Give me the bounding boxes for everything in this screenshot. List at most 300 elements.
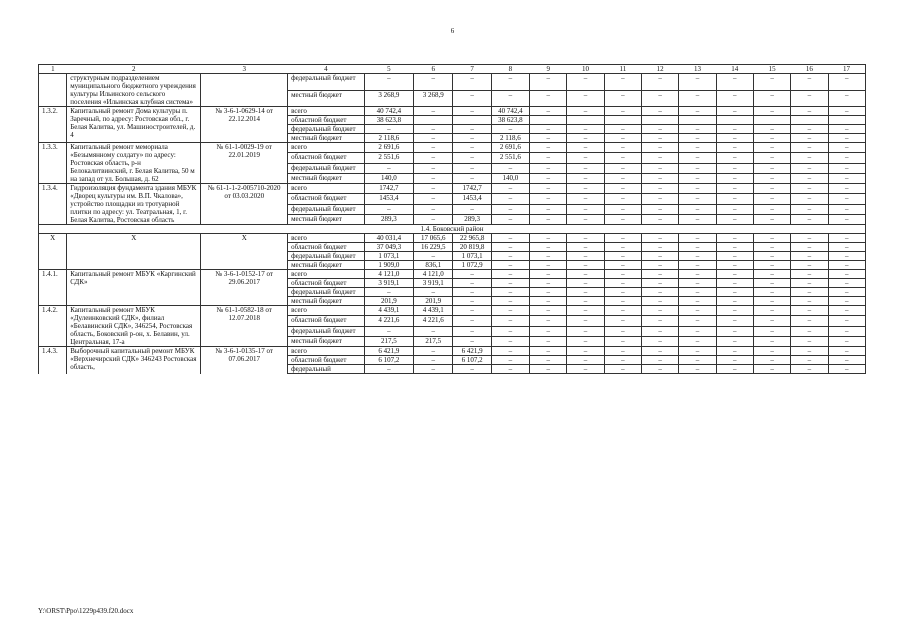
value-cell: – xyxy=(679,184,716,194)
value-cell: – xyxy=(716,279,753,288)
value-cell: – xyxy=(642,297,679,306)
header-cell: 10 xyxy=(567,65,604,74)
value-cell: – xyxy=(414,74,453,91)
budget-source-label: областной бюджет xyxy=(288,153,365,163)
value-cell: – xyxy=(530,194,567,204)
value-cell: 2 118,6 xyxy=(364,134,413,143)
value-cell: – xyxy=(716,214,753,224)
value-cell: – xyxy=(604,173,641,183)
value-cell: – xyxy=(364,288,413,297)
value-cell: – xyxy=(567,270,604,279)
value-cell: 1453,4 xyxy=(453,194,491,204)
value-cell: – xyxy=(530,297,567,306)
value-cell: – xyxy=(491,306,529,316)
value-cell: – xyxy=(753,365,790,374)
value-cell: 40 742,4 xyxy=(364,107,413,116)
table-row xyxy=(39,143,866,153)
value-cell: – xyxy=(642,288,679,297)
value-cell: – xyxy=(530,306,567,316)
value-cell: – xyxy=(679,326,716,336)
value-cell: – xyxy=(791,163,828,173)
item-number: 1.3.4. xyxy=(39,184,67,225)
value-cell: 289,3 xyxy=(364,214,413,224)
value-cell: – xyxy=(414,153,453,163)
value-cell: – xyxy=(679,336,716,346)
budget-source-label: местный бюджет xyxy=(288,173,365,183)
value-cell: – xyxy=(791,316,828,326)
value-cell: – xyxy=(567,194,604,204)
budget-source-label: областной бюджет xyxy=(288,316,365,326)
value-cell: – xyxy=(491,194,529,204)
item-name: Выборочный капитальный ремонт МБУК «Верхнечирский СДК» 346243 Ростовская область, xyxy=(67,347,201,374)
value-cell: 17 065,6 xyxy=(414,234,453,243)
item-number: 1.3.2. xyxy=(39,107,67,143)
value-cell: – xyxy=(604,326,641,336)
value-cell: – xyxy=(642,90,679,107)
value-cell: – xyxy=(642,214,679,224)
item-document: Х xyxy=(201,234,288,270)
value-cell: – xyxy=(530,163,567,173)
value-cell: 20 819,8 xyxy=(453,243,491,252)
value-cell: – xyxy=(716,365,753,374)
value-cell: – xyxy=(530,184,567,194)
value-cell: – xyxy=(414,194,453,204)
value-cell: – xyxy=(414,214,453,224)
value-cell: 3 268,9 xyxy=(364,90,413,107)
header-cell: 16 xyxy=(791,65,828,74)
value-cell: – xyxy=(604,153,641,163)
value-cell: – xyxy=(679,279,716,288)
value-cell: – xyxy=(679,74,716,91)
value-cell: – xyxy=(716,107,753,116)
value-cell: – xyxy=(491,234,529,243)
value-cell: – xyxy=(828,336,865,346)
value-cell: – xyxy=(716,252,753,261)
value-cell: – xyxy=(716,143,753,153)
value-cell: – xyxy=(753,184,790,194)
value-cell: – xyxy=(791,279,828,288)
value-cell: – xyxy=(453,173,491,183)
item-name: Х xyxy=(67,234,201,270)
value-cell: – xyxy=(530,173,567,183)
value-cell: – xyxy=(791,143,828,153)
value-cell: – xyxy=(491,356,529,365)
value-cell: – xyxy=(567,184,604,194)
value-cell: – xyxy=(753,74,790,91)
value-cell: – xyxy=(414,204,453,214)
value-cell: – xyxy=(753,204,790,214)
value-cell: – xyxy=(530,234,567,243)
value-cell: – xyxy=(642,163,679,173)
value-cell: – xyxy=(791,194,828,204)
value-cell: – xyxy=(530,316,567,326)
value-cell: – xyxy=(679,134,716,143)
header-cell: 14 xyxy=(716,65,753,74)
value-cell: – xyxy=(642,252,679,261)
value-cell: – xyxy=(791,306,828,316)
value-cell: – xyxy=(791,214,828,224)
value-cell: – xyxy=(828,107,865,116)
value-cell: – xyxy=(604,234,641,243)
value-cell: – xyxy=(567,214,604,224)
value-cell: – xyxy=(716,204,753,214)
value-cell: 2 118,6 xyxy=(491,134,529,143)
value-cell: – xyxy=(753,326,790,336)
budget-source-label: федеральный бюджет xyxy=(288,74,365,91)
value-cell: – xyxy=(530,288,567,297)
value-cell: – xyxy=(716,306,753,316)
item-number: Х xyxy=(39,234,67,270)
value-cell: – xyxy=(791,365,828,374)
value-cell: – xyxy=(679,347,716,356)
budget-source-label: всего xyxy=(288,107,365,116)
value-cell: 836,1 xyxy=(414,261,453,270)
value-cell: – xyxy=(791,90,828,107)
value-cell: – xyxy=(716,163,753,173)
value-cell: – xyxy=(791,107,828,116)
budget-source-label: местный бюджет xyxy=(288,134,365,143)
value-cell: – xyxy=(491,297,529,306)
value-cell: – xyxy=(716,173,753,183)
value-cell: – xyxy=(828,365,865,374)
value-cell: – xyxy=(567,173,604,183)
value-cell: – xyxy=(828,214,865,224)
value-cell: 1 073,1 xyxy=(364,252,413,261)
value-cell: – xyxy=(491,243,529,252)
value-cell: – xyxy=(414,252,453,261)
value-cell: – xyxy=(604,347,641,356)
value-cell xyxy=(716,116,753,125)
value-cell: – xyxy=(414,347,453,356)
value-cell: – xyxy=(567,347,604,356)
value-cell: – xyxy=(364,163,413,173)
value-cell: – xyxy=(753,356,790,365)
value-cell: – xyxy=(791,297,828,306)
header-cell: 1 xyxy=(39,65,67,74)
value-cell: – xyxy=(716,74,753,91)
value-cell: – xyxy=(567,261,604,270)
item-number: 1.4.1. xyxy=(39,270,67,306)
value-cell xyxy=(604,116,641,125)
value-cell: – xyxy=(791,336,828,346)
value-cell: – xyxy=(753,163,790,173)
value-cell: – xyxy=(642,365,679,374)
value-cell: 38 623,8 xyxy=(364,116,413,125)
value-cell: – xyxy=(491,316,529,326)
value-cell: – xyxy=(753,153,790,163)
value-cell: – xyxy=(604,90,641,107)
value-cell: – xyxy=(791,234,828,243)
value-cell: – xyxy=(716,356,753,365)
value-cell xyxy=(791,116,828,125)
value-cell: – xyxy=(530,356,567,365)
item-number: 1.3.3. xyxy=(39,143,67,184)
value-cell: – xyxy=(414,163,453,173)
value-cell: – xyxy=(642,243,679,252)
value-cell: – xyxy=(679,306,716,316)
value-cell: 4 221,6 xyxy=(414,316,453,326)
value-cell: – xyxy=(642,173,679,183)
value-cell: – xyxy=(679,153,716,163)
value-cell: – xyxy=(753,143,790,153)
value-cell: 40 742,4 xyxy=(491,107,529,116)
value-cell: – xyxy=(791,74,828,91)
value-cell: 4 439,1 xyxy=(414,306,453,316)
section-row xyxy=(39,225,866,234)
page-number: 6 xyxy=(450,27,455,35)
value-cell: 201,9 xyxy=(414,297,453,306)
value-cell: – xyxy=(491,184,529,194)
value-cell: – xyxy=(453,90,491,107)
item-name: Гидроизоляция фундамента здания МБУК «Дворец культуры им. В.П. Чкалова», устройство площадки из тротуарной плитки по адресу: ул. Театральная, 1, г. Белая Калитва, Ростовская область xyxy=(67,184,201,225)
value-cell: – xyxy=(679,316,716,326)
value-cell: 3 919,1 xyxy=(414,279,453,288)
value-cell: – xyxy=(679,90,716,107)
item-document: № 3-6-1-0152-17 от 29.06.2017 xyxy=(201,270,288,306)
value-cell: – xyxy=(567,288,604,297)
value-cell: 6 421,9 xyxy=(364,347,413,356)
value-cell: – xyxy=(453,134,491,143)
header-cell: 11 xyxy=(604,65,641,74)
value-cell: – xyxy=(828,204,865,214)
value-cell: 6 421,9 xyxy=(453,347,491,356)
value-cell: – xyxy=(642,184,679,194)
value-cell: – xyxy=(679,163,716,173)
value-cell: – xyxy=(414,356,453,365)
value-cell: – xyxy=(828,356,865,365)
value-cell: – xyxy=(753,279,790,288)
value-cell: – xyxy=(642,234,679,243)
value-cell: – xyxy=(530,347,567,356)
budget-source-label: местный бюджет xyxy=(288,90,365,107)
value-cell: – xyxy=(753,270,790,279)
header-cell: 13 xyxy=(679,65,716,74)
value-cell: – xyxy=(604,365,641,374)
value-cell: – xyxy=(791,125,828,134)
value-cell: – xyxy=(791,270,828,279)
value-cell: – xyxy=(530,261,567,270)
value-cell: – xyxy=(828,74,865,91)
value-cell: – xyxy=(828,234,865,243)
value-cell: – xyxy=(453,153,491,163)
value-cell xyxy=(453,116,491,125)
budget-source-label: всего xyxy=(288,234,365,243)
value-cell: – xyxy=(604,74,641,91)
value-cell: – xyxy=(414,107,453,116)
value-cell: – xyxy=(530,214,567,224)
value-cell: – xyxy=(604,143,641,153)
value-cell: – xyxy=(828,184,865,194)
budget-source-label: областной бюджет xyxy=(288,116,365,125)
budget-source-label: всего xyxy=(288,306,365,316)
value-cell: – xyxy=(716,336,753,346)
value-cell: – xyxy=(491,365,529,374)
value-cell: – xyxy=(642,316,679,326)
value-cell: – xyxy=(604,125,641,134)
value-cell: 1 073,1 xyxy=(453,252,491,261)
value-cell: – xyxy=(753,90,790,107)
value-cell xyxy=(414,116,453,125)
value-cell: – xyxy=(828,297,865,306)
value-cell: – xyxy=(364,365,413,374)
value-cell: 16 229,5 xyxy=(414,243,453,252)
value-cell: – xyxy=(491,204,529,214)
value-cell: – xyxy=(828,347,865,356)
value-cell: – xyxy=(491,214,529,224)
value-cell: – xyxy=(530,143,567,153)
value-cell: – xyxy=(453,297,491,306)
value-cell: – xyxy=(828,143,865,153)
budget-source-label: федеральный бюджет xyxy=(288,288,365,297)
value-cell: 4 221,6 xyxy=(364,316,413,326)
value-cell: 22 965,8 xyxy=(453,234,491,243)
item-number xyxy=(39,74,67,107)
value-cell: – xyxy=(491,163,529,173)
budget-source-label: федеральный бюджет xyxy=(288,252,365,261)
value-cell: – xyxy=(453,326,491,336)
value-cell: 2 551,6 xyxy=(364,153,413,163)
value-cell: – xyxy=(791,288,828,297)
item-document: № 3-6-1-0135-17 от 07.06.2017 xyxy=(201,347,288,374)
value-cell: – xyxy=(753,125,790,134)
value-cell: – xyxy=(828,270,865,279)
header-cell: 4 xyxy=(288,65,365,74)
value-cell: – xyxy=(642,306,679,316)
value-cell: – xyxy=(642,279,679,288)
value-cell: – xyxy=(364,204,413,214)
header-row xyxy=(39,65,866,74)
budget-source-label: федеральный бюджет xyxy=(288,125,365,134)
value-cell: – xyxy=(828,279,865,288)
table-row xyxy=(39,107,866,116)
value-cell: – xyxy=(604,252,641,261)
value-cell: – xyxy=(567,306,604,316)
value-cell: – xyxy=(491,90,529,107)
item-name: Капитальный ремонт мемориала «Безымянному солдату» по адресу: Ростовская область, р-н Белокалитвинский, г. Белая Калитва, 50 м на запад от ул. Большая, д. 62 xyxy=(67,143,201,184)
value-cell: – xyxy=(642,270,679,279)
value-cell: – xyxy=(567,134,604,143)
value-cell: – xyxy=(753,194,790,204)
value-cell: – xyxy=(567,336,604,346)
value-cell: – xyxy=(567,316,604,326)
value-cell: – xyxy=(453,163,491,173)
value-cell: – xyxy=(716,261,753,270)
value-cell: 2 551,6 xyxy=(491,153,529,163)
value-cell: – xyxy=(567,356,604,365)
value-cell: – xyxy=(679,107,716,116)
value-cell: – xyxy=(828,261,865,270)
value-cell: – xyxy=(530,270,567,279)
value-cell: – xyxy=(530,252,567,261)
value-cell: – xyxy=(716,243,753,252)
value-cell: – xyxy=(491,270,529,279)
value-cell: – xyxy=(530,107,567,116)
value-cell: – xyxy=(753,288,790,297)
budget-table xyxy=(38,64,866,374)
value-cell: – xyxy=(791,134,828,143)
item-document: № 61-1-0029-19 от 22.01.2019 xyxy=(201,143,288,184)
value-cell: – xyxy=(567,107,604,116)
value-cell: – xyxy=(567,243,604,252)
value-cell: – xyxy=(604,288,641,297)
value-cell: – xyxy=(716,347,753,356)
value-cell: – xyxy=(753,261,790,270)
value-cell: – xyxy=(530,279,567,288)
value-cell: – xyxy=(567,125,604,134)
value-cell: – xyxy=(364,125,413,134)
value-cell: – xyxy=(753,306,790,316)
value-cell: – xyxy=(530,74,567,91)
value-cell: – xyxy=(604,306,641,316)
value-cell: – xyxy=(753,347,790,356)
value-cell: – xyxy=(716,194,753,204)
value-cell: – xyxy=(604,194,641,204)
value-cell: 4 121,0 xyxy=(414,270,453,279)
value-cell: – xyxy=(679,288,716,297)
value-cell: – xyxy=(453,125,491,134)
value-cell: – xyxy=(642,153,679,163)
value-cell: – xyxy=(716,234,753,243)
value-cell: 1742,7 xyxy=(453,184,491,194)
budget-source-label: всего xyxy=(288,270,365,279)
value-cell: – xyxy=(642,356,679,365)
value-cell: – xyxy=(828,326,865,336)
value-cell: – xyxy=(716,316,753,326)
value-cell: – xyxy=(530,90,567,107)
section-title: 1.4. Боковский район xyxy=(39,225,866,234)
value-cell: – xyxy=(604,279,641,288)
value-cell: – xyxy=(414,134,453,143)
value-cell: 37 049,3 xyxy=(364,243,413,252)
value-cell: 2 691,6 xyxy=(491,143,529,153)
budget-source-label: федеральный бюджет xyxy=(288,204,365,214)
value-cell: – xyxy=(604,184,641,194)
value-cell: – xyxy=(828,243,865,252)
value-cell: 3 268,9 xyxy=(414,90,453,107)
value-cell: – xyxy=(453,143,491,153)
value-cell: – xyxy=(567,252,604,261)
value-cell: – xyxy=(716,90,753,107)
value-cell: – xyxy=(453,279,491,288)
value-cell: – xyxy=(716,134,753,143)
value-cell: – xyxy=(753,173,790,183)
value-cell: – xyxy=(828,153,865,163)
value-cell: – xyxy=(828,163,865,173)
value-cell: – xyxy=(791,153,828,163)
value-cell xyxy=(567,116,604,125)
value-cell: – xyxy=(604,134,641,143)
value-cell: – xyxy=(567,365,604,374)
value-cell xyxy=(642,116,679,125)
value-cell: – xyxy=(679,125,716,134)
value-cell: – xyxy=(679,173,716,183)
value-cell: – xyxy=(414,365,453,374)
value-cell: – xyxy=(604,243,641,252)
value-cell: – xyxy=(716,288,753,297)
value-cell: – xyxy=(604,163,641,173)
value-cell: – xyxy=(567,234,604,243)
value-cell: 140,0 xyxy=(364,173,413,183)
value-cell: 3 919,1 xyxy=(364,279,413,288)
budget-source-label: местный бюджет xyxy=(288,336,365,346)
value-cell: – xyxy=(791,326,828,336)
value-cell: – xyxy=(567,326,604,336)
value-cell: – xyxy=(491,336,529,346)
value-cell: – xyxy=(679,252,716,261)
value-cell: – xyxy=(642,125,679,134)
budget-source-label: федеральный xyxy=(288,365,365,374)
value-cell: – xyxy=(642,336,679,346)
